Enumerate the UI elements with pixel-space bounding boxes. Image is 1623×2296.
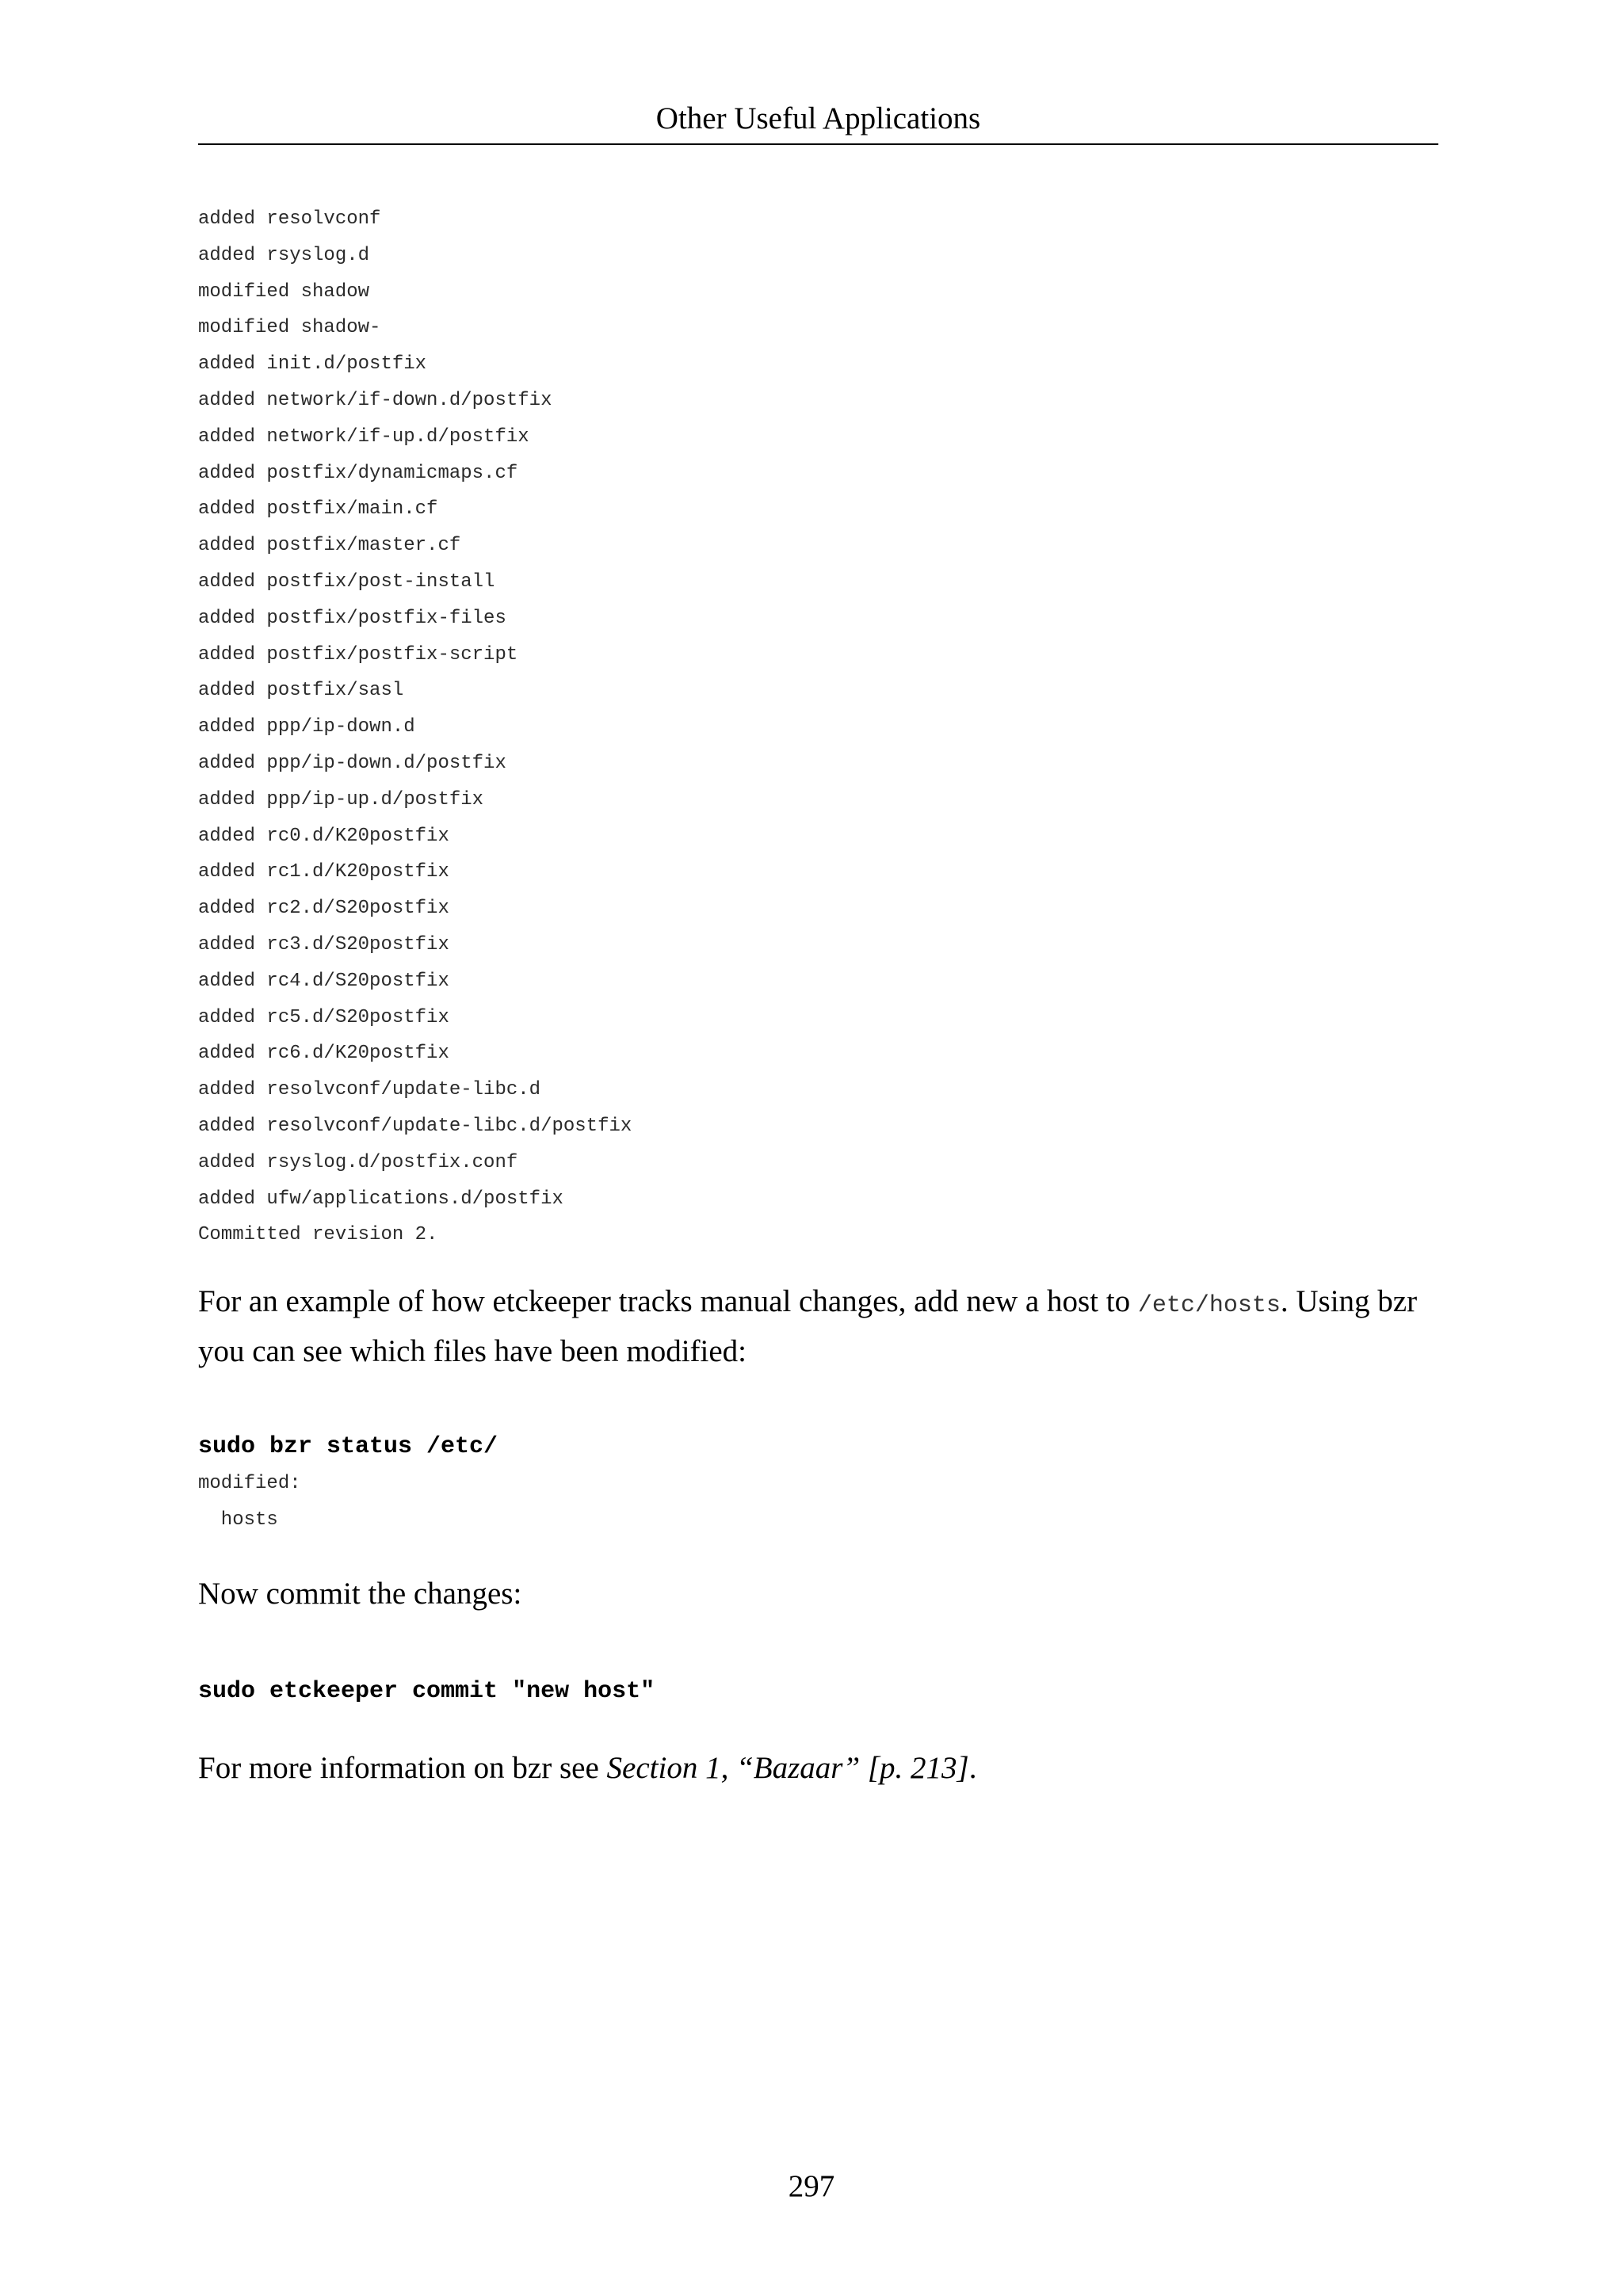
- running-header: [198, 97, 1438, 145]
- output-line: added resolvconf/update-libc.d/postfix: [198, 1115, 632, 1137]
- bzr-status-output-hosts: hosts: [198, 1509, 278, 1531]
- output-line: added ufw/applications.d/postfix: [198, 1188, 563, 1210]
- output-line: added rc1.d/K20postfix: [198, 861, 449, 883]
- output-line: added resolvconf: [198, 208, 381, 230]
- hosts-path-code: /etc/hosts: [1137, 1292, 1281, 1319]
- paragraph-text: . Using bzr you can see which files have been modified:: [198, 1284, 1418, 1368]
- paragraph-text: .: [968, 1751, 977, 1785]
- output-line: added postfix/postfix-files: [198, 607, 506, 629]
- output-line: added postfix/post-install: [198, 570, 495, 593]
- bazaar-section-link[interactable]: Section 1, “Bazaar” [p. 213]: [606, 1751, 969, 1785]
- output-line: added postfix/master.cf: [198, 535, 461, 557]
- page-number: 297: [788, 2169, 835, 2203]
- paragraph-text: For an example of how etckeeper tracks manual changes, add new a host to: [198, 1284, 1138, 1318]
- output-line: Committed revision 2.: [198, 1224, 438, 1246]
- output-line: added postfix/sasl: [198, 680, 404, 702]
- output-line: added rc2.d/S20postfix: [198, 898, 449, 920]
- output-line: added resolvconf/update-libc.d: [198, 1079, 541, 1101]
- etckeeper-hosts-paragraph: [198, 1279, 1438, 1375]
- bzr-status-output-modified: modified:: [198, 1473, 301, 1494]
- output-line: added rc0.d/K20postfix: [198, 825, 449, 847]
- output-line: added network/if-down.d/postfix: [198, 389, 552, 411]
- output-line: added ppp/ip-down.d: [198, 716, 415, 738]
- commit-changes-paragraph: Now commit the changes:: [198, 1577, 522, 1611]
- output-line: added rsyslog.d/postfix.conf: [198, 1151, 518, 1173]
- output-line: added rc6.d/K20postfix: [198, 1043, 449, 1065]
- output-line: added postfix/postfix-script: [198, 643, 518, 666]
- output-line: modified shadow: [198, 280, 370, 303]
- output-line: modified shadow-: [198, 317, 381, 339]
- output-line: added rc5.d/S20postfix: [198, 1006, 449, 1028]
- output-line: added postfix/main.cf: [198, 498, 438, 521]
- commit-output-block: [198, 201, 632, 1253]
- bzr-status-command: sudo bzr status /etc/: [198, 1433, 498, 1460]
- output-line: added ppp/ip-down.d/postfix: [198, 752, 506, 774]
- output-line: added network/if-up.d/postfix: [198, 425, 529, 448]
- more-info-paragraph: [198, 1745, 1438, 1791]
- etckeeper-commit-command: sudo etckeeper commit "new host": [198, 1678, 655, 1705]
- paragraph-text: For more information on bzr see: [198, 1751, 607, 1785]
- output-line: added postfix/dynamicmaps.cf: [198, 462, 518, 484]
- output-line: added rsyslog.d: [198, 244, 370, 266]
- output-line: added init.d/postfix: [198, 353, 427, 376]
- output-line: added ppp/ip-up.d/postfix: [198, 788, 484, 810]
- output-line: added rc4.d/S20postfix: [198, 970, 449, 992]
- output-line: added rc3.d/S20postfix: [198, 933, 449, 955]
- header-title: Other Useful Applications: [655, 101, 981, 135]
